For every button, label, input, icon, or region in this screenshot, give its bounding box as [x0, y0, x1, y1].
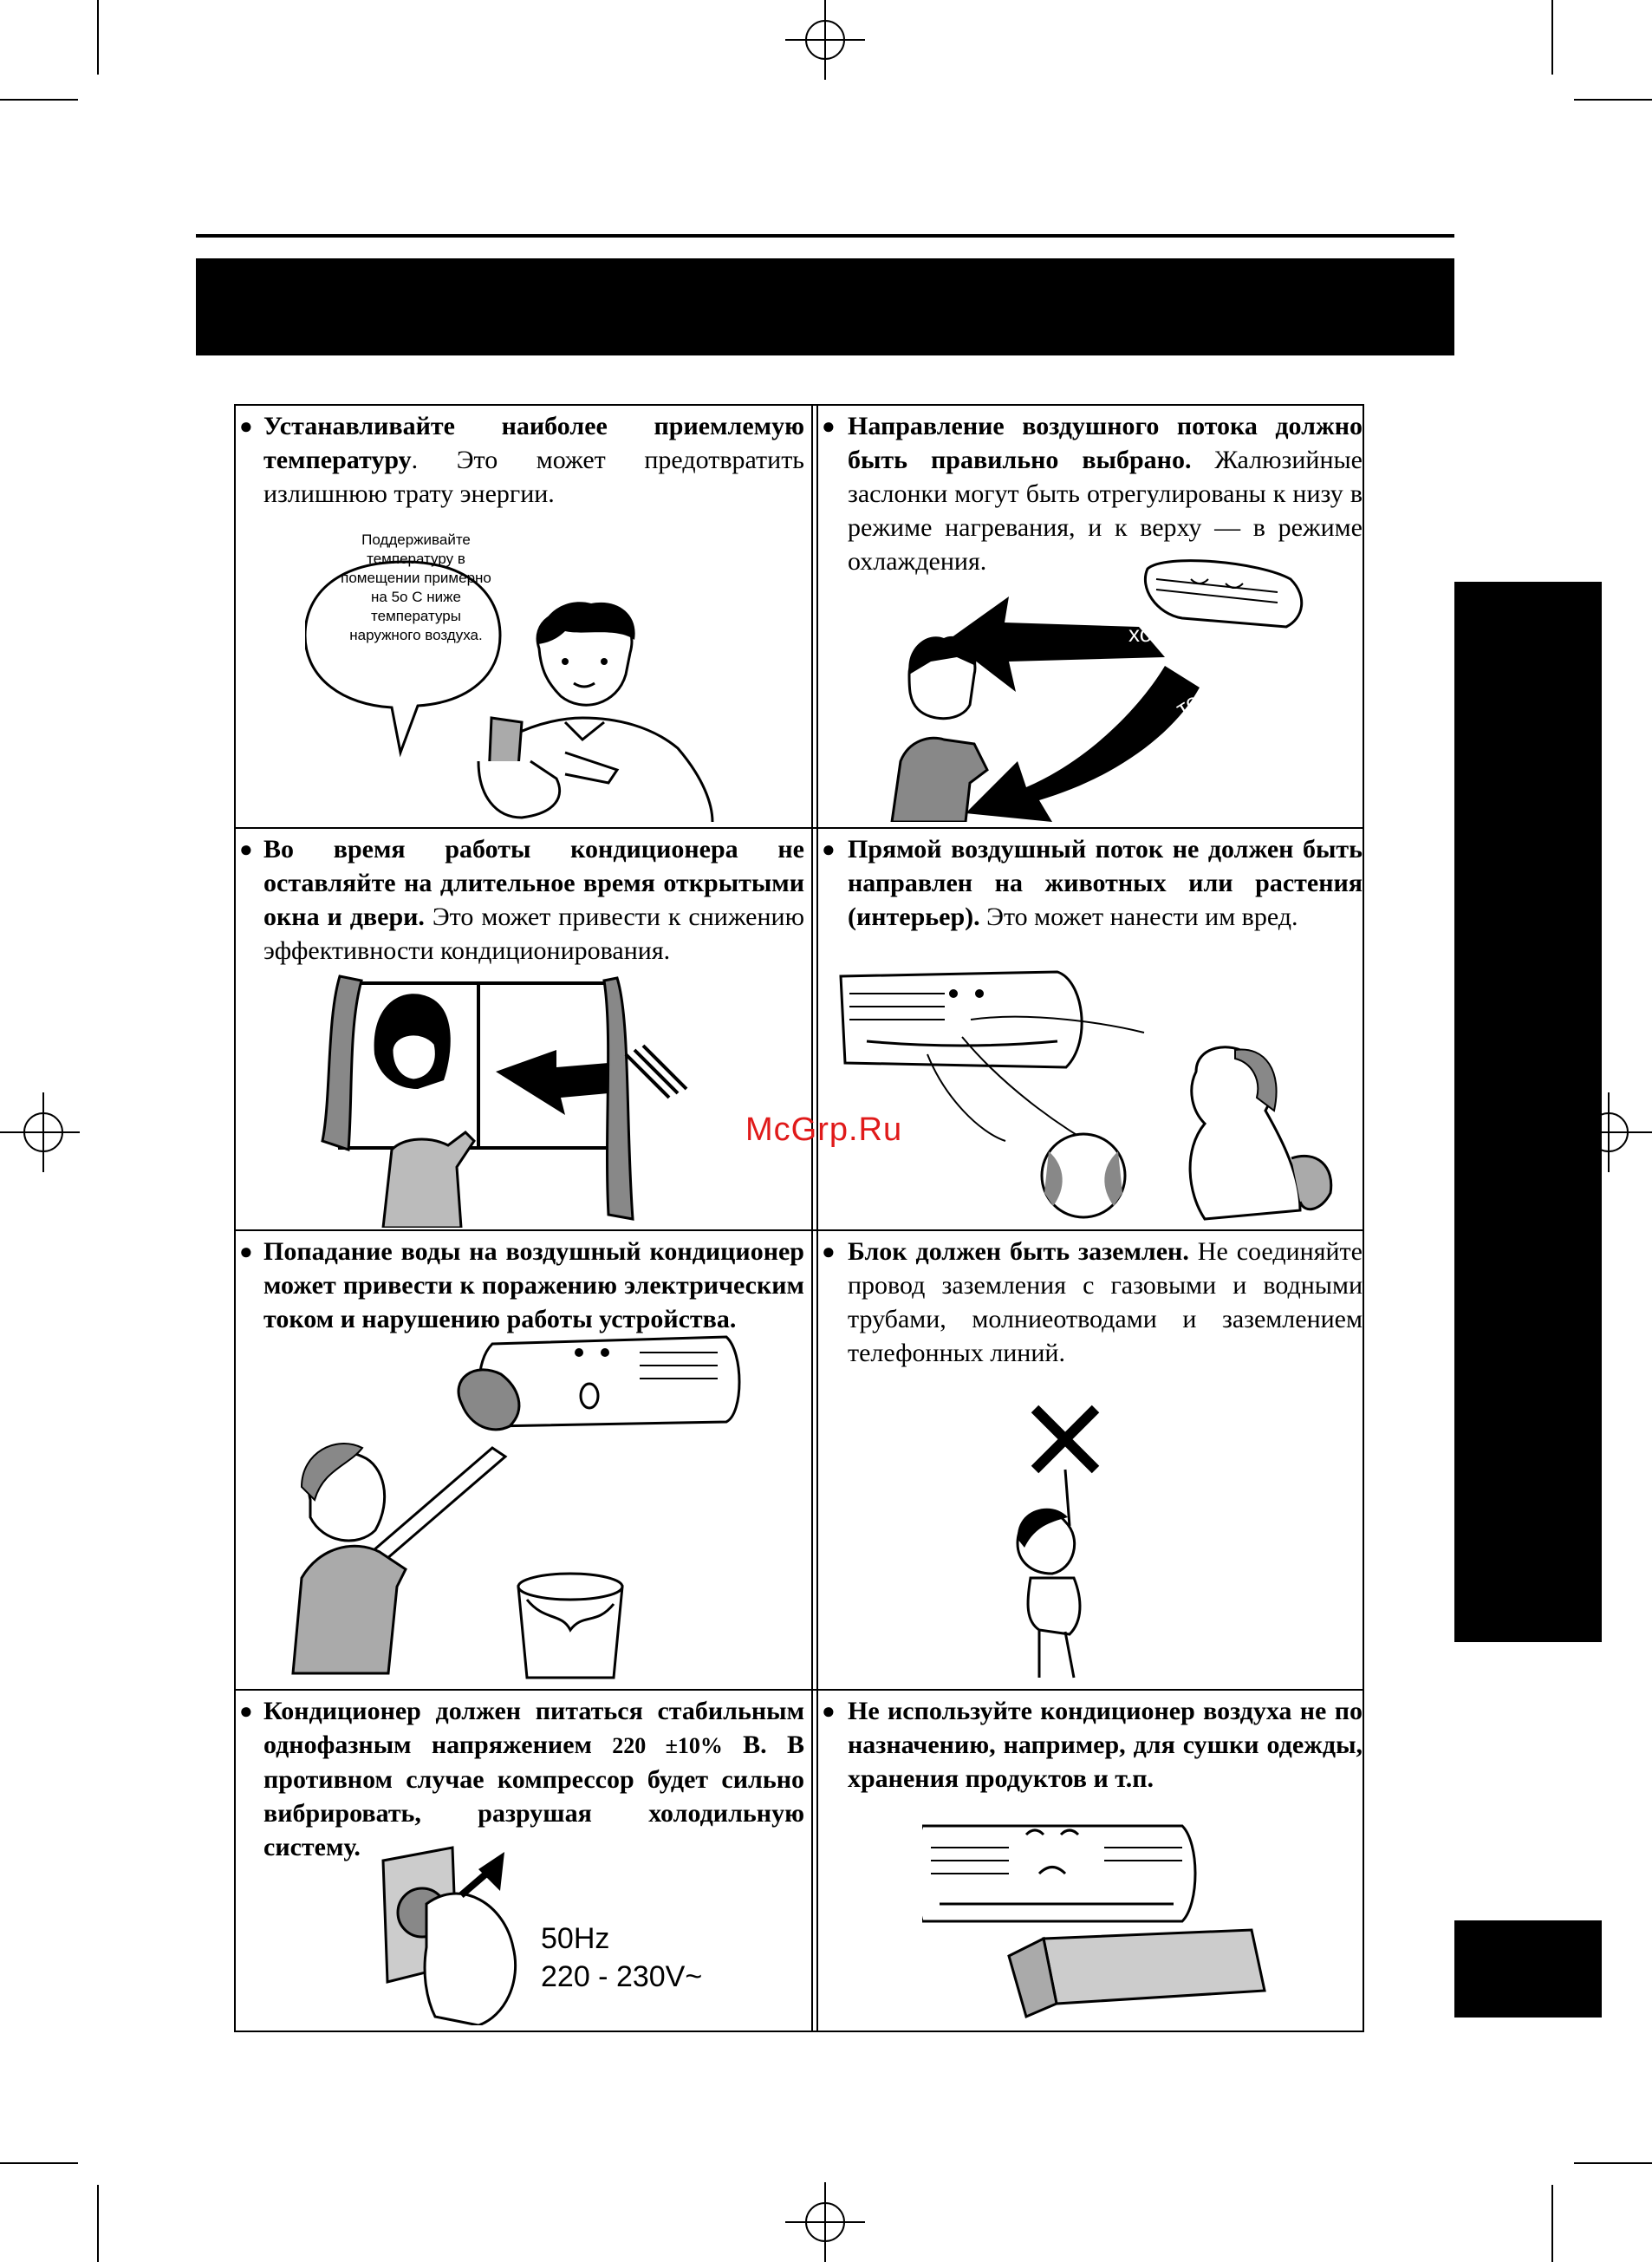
water-spray-illustration [276, 1327, 796, 1682]
crop-mark [97, 2185, 99, 2262]
watermark: McGrp.Ru [745, 1111, 903, 1148]
tip-text [848, 1235, 1363, 1370]
dog-and-ac-illustration [832, 959, 1352, 1228]
child-with-x-illustration [1000, 1405, 1122, 1682]
label-warm: тепло [1171, 667, 1237, 722]
crop-mark [97, 0, 99, 75]
bullet: ● [239, 837, 253, 862]
bullet: ● [239, 414, 253, 439]
tip-water-on-ac [236, 1231, 811, 1689]
tip-bold-end: В. В противном случае компрессор будет сильно вибрировать, разрушая холодильную систему. [263, 1731, 805, 1861]
tip-no-misuse [818, 1691, 1364, 2032]
crop-mark [1574, 99, 1652, 101]
tip-text [848, 832, 1363, 934]
bullet: ● [239, 1698, 253, 1724]
voltage-range-label: 220 - 230V~ [541, 1960, 703, 1993]
side-tab [1454, 582, 1602, 1642]
tip-airflow-direction [818, 406, 1364, 827]
tip-voltage [236, 1691, 811, 2032]
bullet: ● [822, 1239, 836, 1264]
speech-bubble-text: Поддерживайте температуру в помещении примерно на 5о С ниже температуры наружного воздуха. [341, 531, 491, 643]
frequency-label: 50Hz [541, 1922, 610, 1955]
tip-text [263, 832, 804, 968]
registration-mark-top [782, 0, 868, 87]
tip-normal: Это может нанести им вред. [979, 903, 1298, 931]
bullet: ● [822, 1698, 836, 1724]
tip-bold: Кондиционер должен питаться стабильным однофазным напряжением [263, 1697, 804, 1759]
ac-with-box-illustration [922, 1809, 1269, 2025]
registration-mark-bottom [782, 2175, 868, 2262]
tip-bold: Направление воздушного потока должно быть правильно выбрано. [848, 412, 1363, 474]
crop-mark [0, 2162, 78, 2164]
tip-voltage-value: 220 ±10% [612, 1733, 723, 1758]
tip-animals-plants [818, 829, 1364, 1229]
tip-normal: Не соединяйте провод заземления с газовыми и водными трубами, молниеотводами и заземлением телефонных линий. [848, 1237, 1363, 1367]
crop-mark [1574, 2162, 1652, 2164]
crop-mark [0, 99, 78, 101]
airflow-arrows-illustration [879, 544, 1364, 822]
bullet: ● [822, 837, 836, 862]
tip-bold: Не используйте кондиционер воздуха не по назначению, например, для сушки одежды, хранения продуктов и т.п. [848, 1697, 1363, 1793]
bullet: ● [822, 414, 836, 439]
tip-windows-doors [236, 829, 811, 1229]
tip-text [263, 1235, 804, 1336]
tip-bold: Прямой воздушный поток не должен быть направлен на животных или растения (интерьер). [848, 835, 1363, 931]
label-cold: холод [1128, 621, 1191, 647]
tip-text [263, 409, 804, 511]
page-number-box [1454, 1920, 1602, 2018]
tip-normal: Это может привести к снижению эффективности кондиционирования. [263, 903, 804, 965]
crop-mark [1551, 2185, 1553, 2262]
grid-divider [811, 406, 813, 2031]
crop-mark [1551, 0, 1553, 75]
bullet: ● [239, 1239, 253, 1264]
header-bar [196, 258, 1454, 355]
header-rule [196, 234, 1454, 238]
tip-text [263, 1694, 804, 1864]
tip-bold: Попадание воды на воздушный кондиционер может привести к поражению электрическим током и нарушению работы устройства. [263, 1237, 804, 1333]
tip-text [848, 1694, 1363, 1796]
tip-temperature [236, 406, 811, 827]
tip-bold: Блок должен быть заземлен. [848, 1237, 1189, 1266]
tip-normal: . Это может предотвратить излишнюю трату энергии. [263, 446, 804, 508]
tip-bold: Во время работы кондиционера не оставляйте на длительное время открытыми окна и двери. [263, 835, 804, 931]
power-socket-illustration [374, 1843, 548, 2025]
tips-grid [234, 404, 1364, 2032]
registration-mark-left [0, 1089, 87, 1176]
tip-normal: Жалюзийные заслонки могут быть отрегулированы к низу в режиме нагревания, и к верху — в режиме охлаждения. [848, 446, 1363, 576]
open-window-illustration [314, 968, 721, 1228]
tip-grounding [818, 1231, 1364, 1689]
tip-bold: Устанавливайте наиболее приемлемую температуру [263, 412, 804, 474]
